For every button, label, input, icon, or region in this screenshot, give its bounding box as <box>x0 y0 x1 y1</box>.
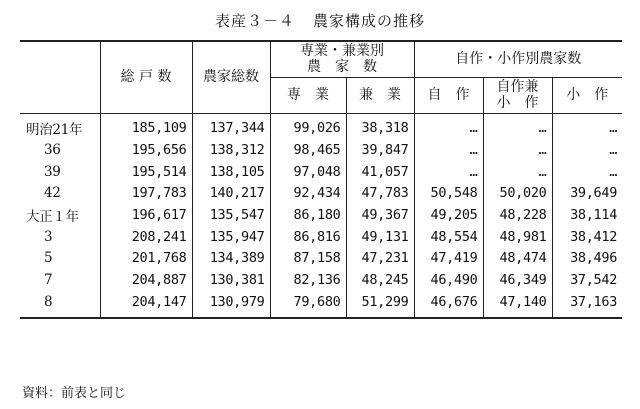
owner-cell: 49,205 <box>414 204 483 226</box>
tenant-cell: 38,496 <box>552 248 622 270</box>
part-time-cell: 48,245 <box>346 269 414 291</box>
full-time-cell: 86,180 <box>270 204 346 226</box>
owner-tenant-group-header: 自作・小作別農家数 <box>414 41 622 77</box>
year-cell: 8 <box>20 291 100 318</box>
owner-tenant-cell: … <box>483 161 552 183</box>
farm-cell: 134,389 <box>192 248 270 270</box>
tenant-cell: … <box>552 139 622 161</box>
table-row <box>20 139 622 161</box>
part-time-cell: 41,057 <box>346 161 414 183</box>
farm-cell: 137,344 <box>192 113 270 139</box>
total-households-header: 総 戸 数 <box>100 41 192 113</box>
total-cell: 201,768 <box>100 248 192 270</box>
full-time-header: 専 業 <box>270 77 346 113</box>
tenant-cell: 39,649 <box>552 183 622 205</box>
full-time-cell: 82,136 <box>270 269 346 291</box>
full-time-cell: 92,434 <box>270 183 346 205</box>
table-row <box>20 291 622 318</box>
owner-tenant-cell: … <box>483 139 552 161</box>
total-cell: 196,617 <box>100 204 192 226</box>
tenant-header: 小 作 <box>552 77 622 113</box>
part-time-cell: 38,318 <box>346 113 414 139</box>
table-row <box>20 269 622 291</box>
part-time-cell: 51,299 <box>346 291 414 318</box>
part-time-cell: 47,783 <box>346 183 414 205</box>
full-time-cell: 79,680 <box>270 291 346 318</box>
farm-cell: 138,105 <box>192 161 270 183</box>
owner-cell: 46,490 <box>414 269 483 291</box>
part-time-header: 兼 業 <box>346 77 414 113</box>
full-time-cell: 86,816 <box>270 226 346 248</box>
part-time-cell: 49,367 <box>346 204 414 226</box>
owner-cell: … <box>414 161 483 183</box>
full-time-cell: 99,026 <box>270 113 346 139</box>
total-cell: 204,887 <box>100 269 192 291</box>
year-header <box>20 41 100 113</box>
year-cell: 明治21年 <box>26 122 83 139</box>
owner-tenant-cell: 48,474 <box>483 248 552 270</box>
tenant-cell: 37,542 <box>552 269 622 291</box>
tenant-cell: … <box>552 161 622 183</box>
tenant-cell: 38,412 <box>552 226 622 248</box>
table-row <box>20 248 622 270</box>
table-row <box>20 226 622 248</box>
part-time-cell: 39,847 <box>346 139 414 161</box>
year-cell: 大正１年 <box>26 209 79 226</box>
farm-cell: 138,312 <box>192 139 270 161</box>
year-cell: 7 <box>44 272 53 289</box>
part-time-cell: 49,131 <box>346 226 414 248</box>
owner-tenant-cell: 48,981 <box>483 226 552 248</box>
tenant-cell: … <box>552 113 622 139</box>
owner-tenant-cell: 47,140 <box>483 291 552 318</box>
total-cell: 185,109 <box>100 113 192 139</box>
table-title <box>0 10 640 31</box>
owner-cell: … <box>414 139 483 161</box>
total-cell: 197,783 <box>100 183 192 205</box>
year-cell: 5 <box>44 250 53 267</box>
owner-tenant-header: 自作兼 小 作 <box>483 77 552 113</box>
owner-cell: 47,419 <box>414 248 483 270</box>
table-row <box>20 204 622 226</box>
farm-cell: 130,979 <box>192 291 270 318</box>
owner-cell: 46,676 <box>414 291 483 318</box>
year-cell: 36 <box>44 142 61 159</box>
total-cell: 204,147 <box>100 291 192 318</box>
year-cell: 3 <box>44 228 53 245</box>
owner-cell: 50,548 <box>414 183 483 205</box>
farm-households-header: 農家総数 <box>192 41 270 113</box>
table-row <box>20 113 622 139</box>
farm-households-table <box>20 40 622 319</box>
farm-cell: 135,947 <box>192 226 270 248</box>
full-time-cell: 97,048 <box>270 161 346 183</box>
farm-cell: 130,381 <box>192 269 270 291</box>
owner-tenant-cell: … <box>483 113 552 139</box>
tenant-cell: 37,163 <box>552 291 622 318</box>
year-cell: 42 <box>44 185 61 202</box>
table-name: 農家構成の推移 <box>313 12 426 30</box>
source-note: 資料：前表と同じ <box>22 386 127 401</box>
full-time-cell: 98,465 <box>270 139 346 161</box>
total-cell: 195,656 <box>100 139 192 161</box>
full-time-cell: 87,158 <box>270 248 346 270</box>
owner-header: 自 作 <box>414 77 483 113</box>
year-cell: 39 <box>44 163 61 180</box>
full-part-group-header: 専業・兼業別 農 家 数 <box>270 41 414 77</box>
owner-cell: … <box>414 113 483 139</box>
table-number: 表産３－４ <box>214 12 295 30</box>
owner-cell: 48,554 <box>414 226 483 248</box>
table-row <box>20 183 622 205</box>
table-row <box>20 161 622 183</box>
part-time-cell: 47,231 <box>346 248 414 270</box>
total-cell: 195,514 <box>100 161 192 183</box>
tenant-cell: 38,114 <box>552 204 622 226</box>
farm-cell: 135,547 <box>192 204 270 226</box>
owner-tenant-cell: 46,349 <box>483 269 552 291</box>
owner-tenant-cell: 48,228 <box>483 204 552 226</box>
farm-cell: 140,217 <box>192 183 270 205</box>
total-cell: 208,241 <box>100 226 192 248</box>
owner-tenant-cell: 50,020 <box>483 183 552 205</box>
